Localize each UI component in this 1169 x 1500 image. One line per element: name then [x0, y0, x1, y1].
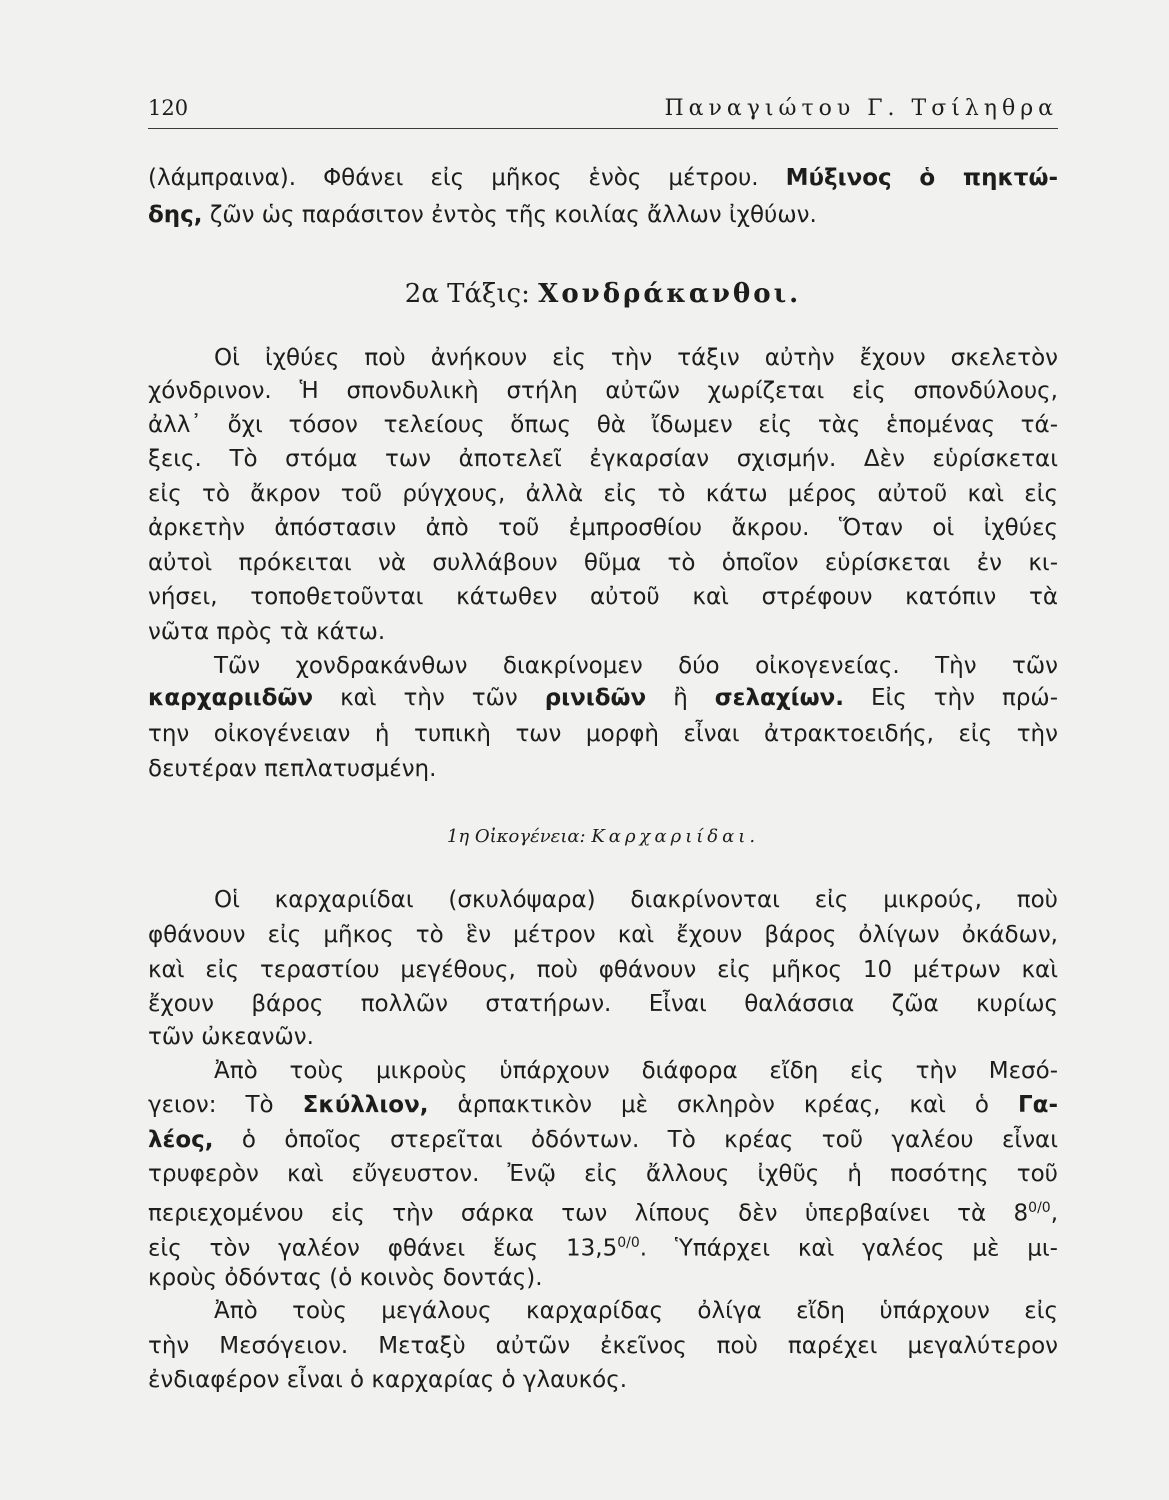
text-line: ἀλλ᾽ ὄχι τόσον τελείους ὅπως θὰ ἴδωμεν εἰς τὰς ἑπομένας τά-	[148, 412, 1058, 438]
term-selachion: σελαχίων.	[714, 685, 844, 711]
text-line: καὶ εἰς τεραστίου μεγέθους, ποὺ φθάνουν εἰς μῆκος 10 μέτρων καὶ	[148, 957, 1058, 983]
term-myxinos: Μύξινος ὁ πηκτώ-	[785, 165, 1059, 191]
text-line: Ἀπὸ τοὺς μικροὺς ὑπάρχουν διάφορα εἴδη εἰς τὴν Μεσό-	[214, 1058, 1058, 1084]
text-line: νήσει, τοποθετοῦνται κάτωθεν αὐτοῦ καὶ στρέφουν κατόπιν τὰ	[148, 584, 1058, 610]
percent-sign: 0/0	[617, 1235, 640, 1251]
text-line: τὴν Μεσόγειον. Μεταξὺ αὐτῶν ἐκεῖνος ποὺ παρέχει μεγαλύτερον	[148, 1333, 1058, 1359]
text-line: εἰς τὸν γαλέον φθάνει ἕως $13,5^{0/0}$. Ὑπάρχει καὶ γαλέος μὲ μι-	[148, 1235, 1058, 1262]
section-heading: 2α Τάξις: Χονδράκανθοι.	[404, 279, 802, 309]
percent-sign: 0/0	[1028, 1200, 1051, 1216]
term-skyllion: Σκύλλιον,	[302, 1092, 429, 1118]
text-line: αὐτοὶ πρόκειται νὰ συλλάβουν θῦμα τὸ ὁποῖον εὑρίσκεται ἐν κι-	[148, 550, 1058, 576]
term-galeos: Γα-	[1018, 1092, 1059, 1118]
text-line: φθάνουν εἰς μῆκος τὸ ἓν μέτρον καὶ ἔχουν βάρος ὀλίγων ὀκάδων,	[148, 922, 1058, 948]
term-karchariidon: καρχαριιδῶν	[148, 685, 314, 711]
text-line: ξεις. Τὸ στόμα των ἀποτελεῖ ἐγκαρσίαν σχισμήν. Δὲν εὑρίσκεται	[148, 446, 1058, 472]
text-line: Οἱ ἰχθύες ποὺ ἀνήκουν εἰς τὴν τάξιν αὐτὴν ἔχουν σκελετὸν	[214, 345, 1058, 371]
text-line: δευτέραν πεπλατυσμένη.	[148, 756, 437, 782]
text-line: ἀρκετὴν ἀπόστασιν ἀπὸ τοῦ ἐμπροσθίου ἄκρου. Ὅταν οἱ ἰχθύες	[148, 515, 1058, 541]
text-line: κροὺς ὀδόντας (ὁ κοινὸς δοντάς).	[148, 1265, 543, 1291]
text-line: Οἱ καρχαριίδαι (σκυλόψαρα) διακρίνονται εἰς μικρούς, ποὺ	[214, 887, 1058, 913]
text-line: Τῶν χονδρακάνθων διακρίνομεν δύο οἰκογενείας. Τὴν τῶν	[214, 653, 1058, 679]
text-line: τρυφερὸν καὶ εὔγευστον. Ἐνῷ εἰς ἄλλους ἰχθῦς ἡ ποσότης τοῦ	[148, 1161, 1058, 1187]
page-header	[148, 96, 1058, 129]
text-line: τῶν ὠκεανῶν.	[148, 1024, 314, 1050]
text-line: ἔχουν βάρος πολλῶν στατήρων. Εἶναι θαλάσσια ζῶα κυρίως	[148, 991, 1058, 1017]
text-line: ἐνδιαφέρον εἶναι ὁ καρχαρίας ὁ γλαυκός.	[148, 1367, 628, 1393]
text-line: (λάμπραινα). Φθάνει εἰς μῆκος ἑνὸς μέτρου. Μύξινος ὁ πηκτώ-	[148, 165, 1059, 191]
text-line: νῶτα πρὸς τὰ κάτω.	[148, 619, 386, 645]
page-number: 120	[148, 96, 189, 120]
text-line: εἰς τὸ ἄκρον τοῦ ρύγχους, ἀλλὰ εἰς τὸ κάτω μέρος αὐτοῦ καὶ εἰς	[148, 481, 1058, 507]
text-line: περιεχομένου εἰς τὴν σάρκα των λίπους δὲν ὑπερβαίνει τὰ $8^{0/0}$,	[148, 1200, 1058, 1227]
text-line: καρχαριιδῶν καὶ τὴν τῶν ρινιδῶν ἢ σελαχίων. Εἰς τὴν πρώ-	[148, 685, 1058, 711]
text-line: δης, ζῶν ὡς παράσιτον ἐντὸς τῆς κοιλίας ἄλλων ἰχθύων.	[148, 202, 817, 228]
text-line: την οἰκογένειαν ἡ τυπικὴ των μορφὴ εἶναι ἀτρακτοειδής, εἰς τὴν	[148, 721, 1058, 747]
text-line: γειον: Τὸ Σκύλλιον, ἁρπακτικὸν μὲ σκληρὸν κρέας, καὶ ὁ Γα-	[148, 1092, 1059, 1118]
text-line: χόνδρινον. Ἡ σπονδυλικὴ στήλη αὐτῶν χωρίζεται εἰς σπονδύλους,	[148, 378, 1058, 404]
family-heading: 1η Οἰκογένεια: Καρχαριίδαι.	[446, 826, 760, 847]
term-rinidon: ρινιδῶν	[544, 685, 647, 711]
running-title: Παναγιώτου Γ. Τσίληθρα	[664, 96, 1058, 121]
text-line: λέος, ὁ ὁποῖος στερεῖται ὀδόντων. Τὸ κρέας τοῦ γαλέου εἶναι	[148, 1127, 1058, 1153]
text-line: Ἀπὸ τοὺς μεγάλους καρχαρίδας ὀλίγα εἴδη ὑπάρχουν εἰς	[214, 1298, 1058, 1324]
